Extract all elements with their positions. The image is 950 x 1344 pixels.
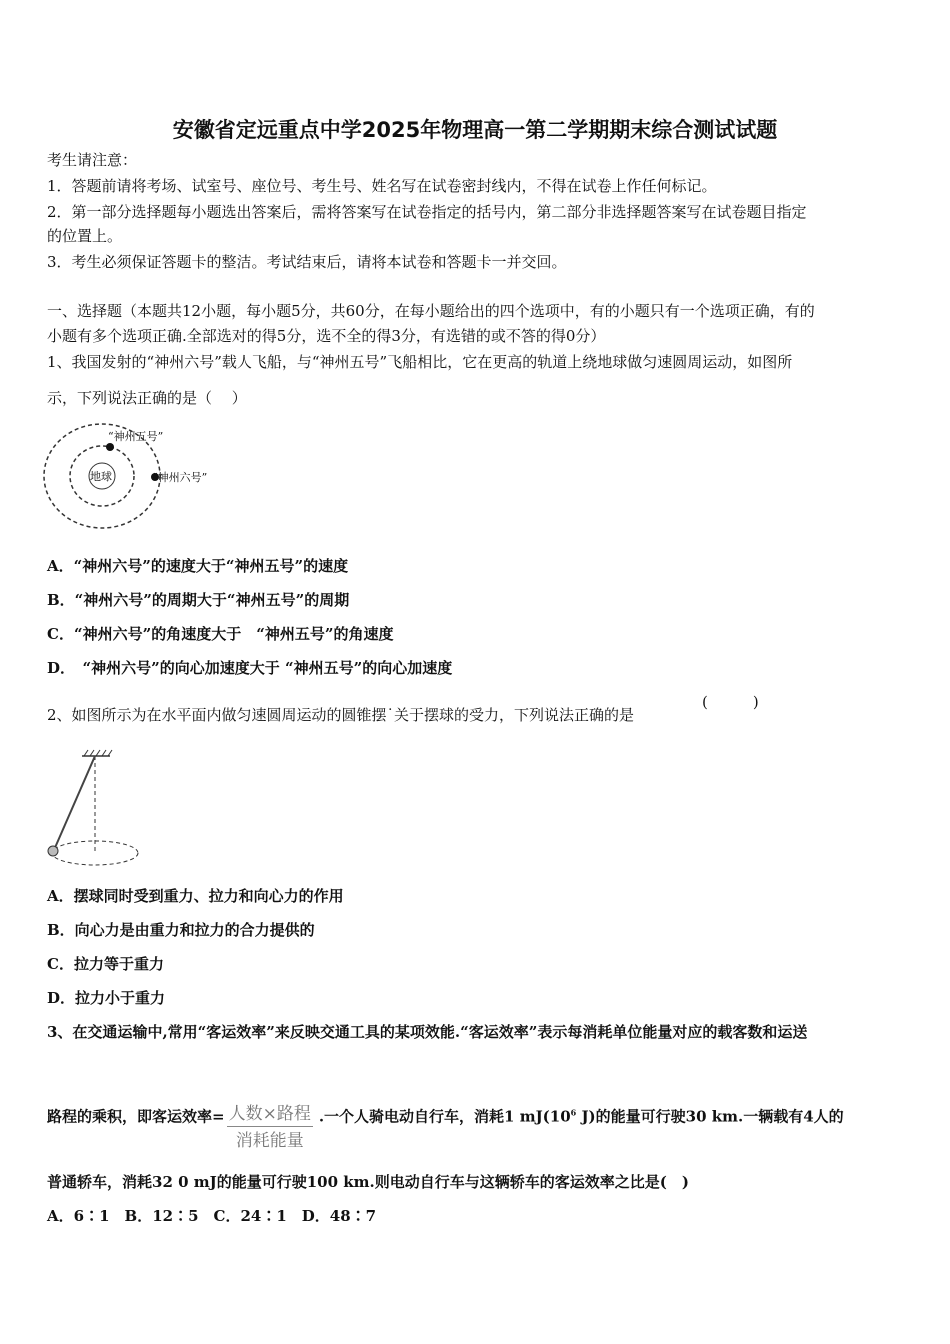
q2-option-a: A．摆球同时受到重力、拉力和向心力的作用 bbox=[47, 887, 344, 905]
q3-options: A．6∶1 B．12∶5 C．24∶1 D．48∶7 bbox=[47, 1207, 377, 1225]
label-shenzhou6: “神州六号” bbox=[152, 471, 208, 484]
q3-text: 路程的乘积，即客运效率= bbox=[47, 1107, 225, 1126]
fraction-denominator: 消耗能量 bbox=[235, 1131, 304, 1151]
q2-option-c: C．拉力等于重力 bbox=[47, 955, 164, 973]
notice-heading: 考生请注意： bbox=[47, 151, 138, 169]
notice-item: 2．第一部分选择题每小题选出答案后，需将答案写在试卷指定的括号内，第二部分非选择题答案写在试卷题目指定 bbox=[47, 203, 807, 221]
notice-item: 1．答题前请将考场、试室号、座位号、考生号、姓名写在试卷密封线内，不得在试卷上作任何标记。 bbox=[47, 177, 717, 195]
fraction-numerator: 人数×路程 bbox=[227, 1102, 313, 1127]
conical-pendulum-figure bbox=[42, 748, 152, 873]
q3-text: .一个人骑电动自行车，消耗1 mJ(10 bbox=[318, 1107, 571, 1126]
q3-stem-formula bbox=[47, 1092, 844, 1151]
label-shenzhou5: “神州五号” bbox=[108, 430, 164, 443]
notice-item: 3．考生必须保证答题卡的整洁。考试结束后，请将本试卷和答题卡一并交回。 bbox=[47, 253, 567, 271]
q1-option-d: D． “神州六号”的向心加速度大于 “神州五号”的向心加速度 bbox=[47, 659, 453, 677]
section-heading: 小题有多个选项正确.全部选对的得5分，选不全的得3分，有选错的或不答的得0分） bbox=[47, 327, 606, 345]
q1-option-b: B．“神州六号”的周期大于“神州五号”的周期 bbox=[47, 591, 350, 609]
page-title: 安徽省定远重点中学2025年物理高一第二学期期末综合测试试题 bbox=[172, 118, 778, 142]
q1-stem: 示，下列说法正确的是（ ） bbox=[47, 389, 247, 407]
q2-option-d: D．拉力小于重力 bbox=[47, 989, 166, 1007]
q1-option-a: A．“神州六号”的速度大于“神州五号”的速度 bbox=[47, 557, 349, 575]
notice-item: 的位置上。 bbox=[47, 227, 123, 245]
q3-text: J)的能量可行驶30 km.一辆载有4人的 bbox=[576, 1107, 844, 1126]
exponent: 6 bbox=[570, 1107, 577, 1118]
q2-bracket: ( ) bbox=[702, 693, 759, 711]
q3-stem: 普通轿车，消耗32 0 mJ的能量可行驶100 km.则电动自行车与这辆轿车的客运效率之比是( ) bbox=[47, 1173, 689, 1191]
q2-option-b: B．向心力是由重力和拉力的合力提供的 bbox=[47, 921, 315, 939]
q1-option-c: C．“神州六号”的角速度大于 “神州五号”的角速度 bbox=[47, 625, 394, 643]
label-earth: 地球 bbox=[90, 470, 112, 483]
section-heading: 一、选择题（本题共12小题，每小题5分，共60分，在每小题给出的四个选项中，有的小题只有一个选项正确，有的 bbox=[47, 302, 815, 320]
q3-stem: 3、在交通运输中,常用“客运效率”来反映交通工具的某项效能.“客运效率”表示每消耗单位能量对应的载客数和运送 bbox=[47, 1023, 808, 1041]
q2-stem: 2、如图所示为在水平面内做匀速圆周运动的圆锥摆˙关于摆球的受力，下列说法正确的是 bbox=[47, 706, 635, 724]
q1-stem: 1、我国发射的“神州六号”载人飞船，与“神州五号”飞船相比，它在更高的轨道上绕地球做匀速圆周运动，如图所 bbox=[47, 353, 793, 371]
efficiency-fraction bbox=[227, 1102, 313, 1153]
